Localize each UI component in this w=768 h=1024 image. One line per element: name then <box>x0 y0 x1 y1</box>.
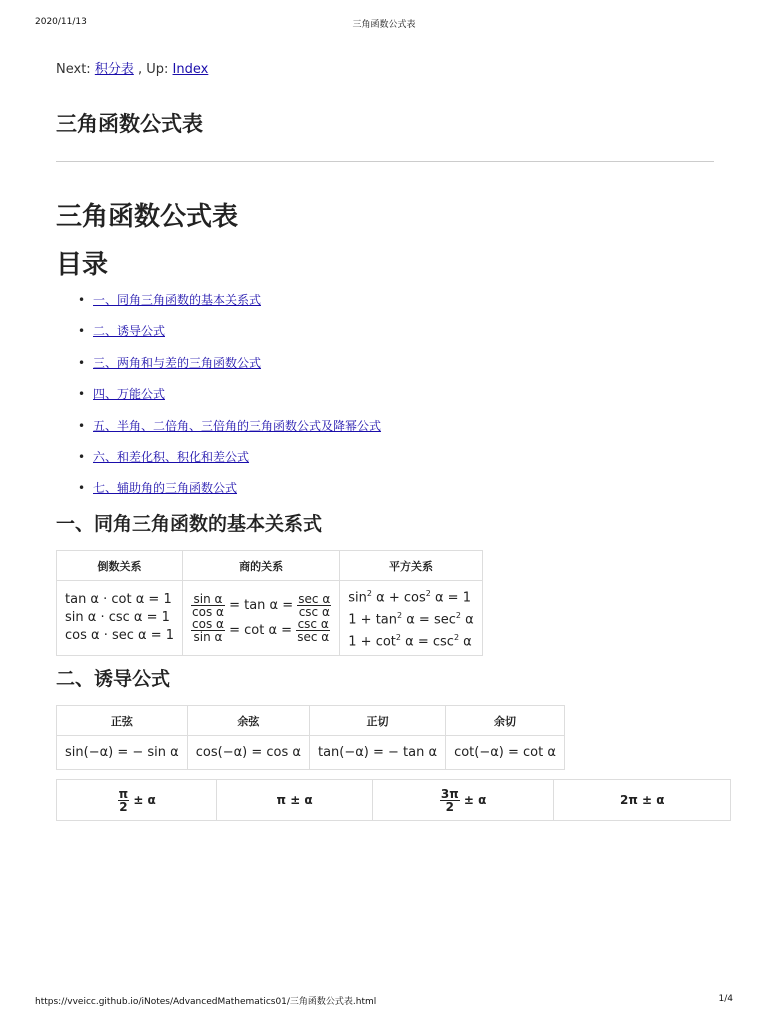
reciprocal-cell <box>57 581 183 656</box>
exponent: 2 <box>395 633 401 643</box>
table-cell: cot(−α) = cot α <box>446 736 565 770</box>
fraction <box>191 593 225 618</box>
fraction <box>297 593 331 618</box>
formula-text: α = sec <box>406 612 456 628</box>
toc-link-5[interactable]: 五、半角、二倍角、三倍角的三角函数公式及降幂公式 <box>93 418 382 433</box>
formula-text: sin <box>348 589 367 605</box>
table-cell: sin(−α) = − sin α <box>57 736 188 770</box>
table-header: 正弦 <box>57 706 188 736</box>
print-footer <box>35 994 733 1008</box>
table-cell: cos(−α) = cos α <box>187 736 309 770</box>
square-cell <box>340 581 482 656</box>
toc-item <box>56 319 381 350</box>
section2-heading: 二、诱导公式 <box>56 668 171 690</box>
denominator: 2 <box>119 799 128 814</box>
exponent: 2 <box>425 588 431 598</box>
exponent: 2 <box>366 588 372 598</box>
fraction <box>118 788 130 813</box>
table-header: 2π ± α <box>554 780 731 821</box>
table-header: 平方关系 <box>340 551 482 581</box>
formula: cos α · sec α = 1 <box>65 628 175 643</box>
denominator: 2 <box>445 799 454 814</box>
table-header <box>372 780 554 821</box>
toc-item <box>56 288 381 319</box>
formula: tan α · cot α = 1 <box>65 592 172 607</box>
toc-link-1[interactable]: 一、同角三角函数的基本关系式 <box>93 293 262 307</box>
toc-link-6[interactable]: 六、和差化积、积化和差公式 <box>93 449 250 464</box>
toc-link-3[interactable]: 三、两角和与差的三角函数公式 <box>93 355 262 370</box>
formula <box>191 618 331 643</box>
numerator: π <box>118 786 129 801</box>
toc-heading: 目录 <box>56 250 109 280</box>
numerator: csc α <box>297 617 329 631</box>
toc-item <box>56 476 381 507</box>
denominator: sin α <box>193 630 223 644</box>
formula-text: α + cos <box>376 589 426 605</box>
formula: sin α · csc α = 1 <box>65 610 170 625</box>
fraction <box>440 788 460 813</box>
table-cell: tan(−α) = − tan α <box>309 736 445 770</box>
toc-item <box>56 445 381 476</box>
main-heading: 三角函数公式表 <box>56 202 239 232</box>
angle-table <box>56 779 731 821</box>
denominator: csc α <box>298 605 330 619</box>
nav-next-label: Next: <box>56 62 91 77</box>
toc-item <box>56 351 381 382</box>
formula-text: 1 + cot <box>348 634 396 650</box>
formula <box>348 607 473 629</box>
exponent: 2 <box>397 610 403 620</box>
formula <box>348 585 473 607</box>
fraction <box>296 618 330 643</box>
formula-text: α <box>463 634 472 650</box>
formula-text: ± α <box>463 792 487 807</box>
formula-text: = cot α = <box>229 623 293 638</box>
print-title: 三角函数公式表 <box>352 20 416 30</box>
section1-heading: 一、同角三角函数的基本关系式 <box>56 513 323 535</box>
page-title: 三角函数公式表 <box>56 112 203 136</box>
formula <box>348 629 473 651</box>
formula-text: ± α <box>133 792 156 807</box>
nav-next-link[interactable]: 积分表 <box>94 62 134 77</box>
toc-link-7[interactable]: 七、辅助角的三角函数公式 <box>93 481 238 496</box>
nav-up-link[interactable]: Index <box>172 62 209 77</box>
table-header: 正切 <box>309 706 445 736</box>
table-header <box>57 780 217 821</box>
table-header: 余切 <box>446 706 565 736</box>
page-nav <box>56 58 208 77</box>
print-header <box>35 17 733 31</box>
divider <box>56 161 714 162</box>
formula-text: = tan α = <box>229 598 294 613</box>
table-header: 商的关系 <box>183 551 340 581</box>
toc-link-4[interactable]: 四、万能公式 <box>93 387 166 402</box>
exponent: 2 <box>455 610 461 620</box>
toc-item <box>56 382 381 413</box>
nav-up-label: , Up: <box>137 62 169 77</box>
quotient-cell <box>183 581 340 656</box>
table-header: π ± α <box>217 780 372 821</box>
formula-text: α <box>465 612 474 628</box>
toc-link-2[interactable]: 二、诱导公式 <box>93 324 166 339</box>
denominator: cos α <box>192 605 224 619</box>
table-header: 余弦 <box>187 706 309 736</box>
identity-table <box>56 550 483 656</box>
formula-text: 1 + tan <box>348 612 397 628</box>
numerator: cos α <box>192 617 224 631</box>
toc-list <box>56 288 381 508</box>
exponent: 2 <box>453 633 460 643</box>
formula-text: α = 1 <box>434 589 471 605</box>
print-url: https://vveicc.github.io/iNotes/AdvancedMathematics01/三角函数公式表.html <box>35 997 377 1007</box>
toc-item <box>56 414 381 445</box>
induction-table <box>56 705 565 770</box>
table-header: 倒数关系 <box>57 551 183 581</box>
formula-text: α = csc <box>405 634 454 650</box>
page-number: 1/4 <box>718 994 733 1004</box>
numerator: sec α <box>298 592 331 606</box>
denominator: sec α <box>297 630 330 644</box>
formula <box>191 593 331 618</box>
numerator: 3π <box>440 786 459 801</box>
numerator: sin α <box>191 593 225 606</box>
print-date: 2020/11/13 <box>35 17 87 27</box>
fraction <box>191 618 225 643</box>
